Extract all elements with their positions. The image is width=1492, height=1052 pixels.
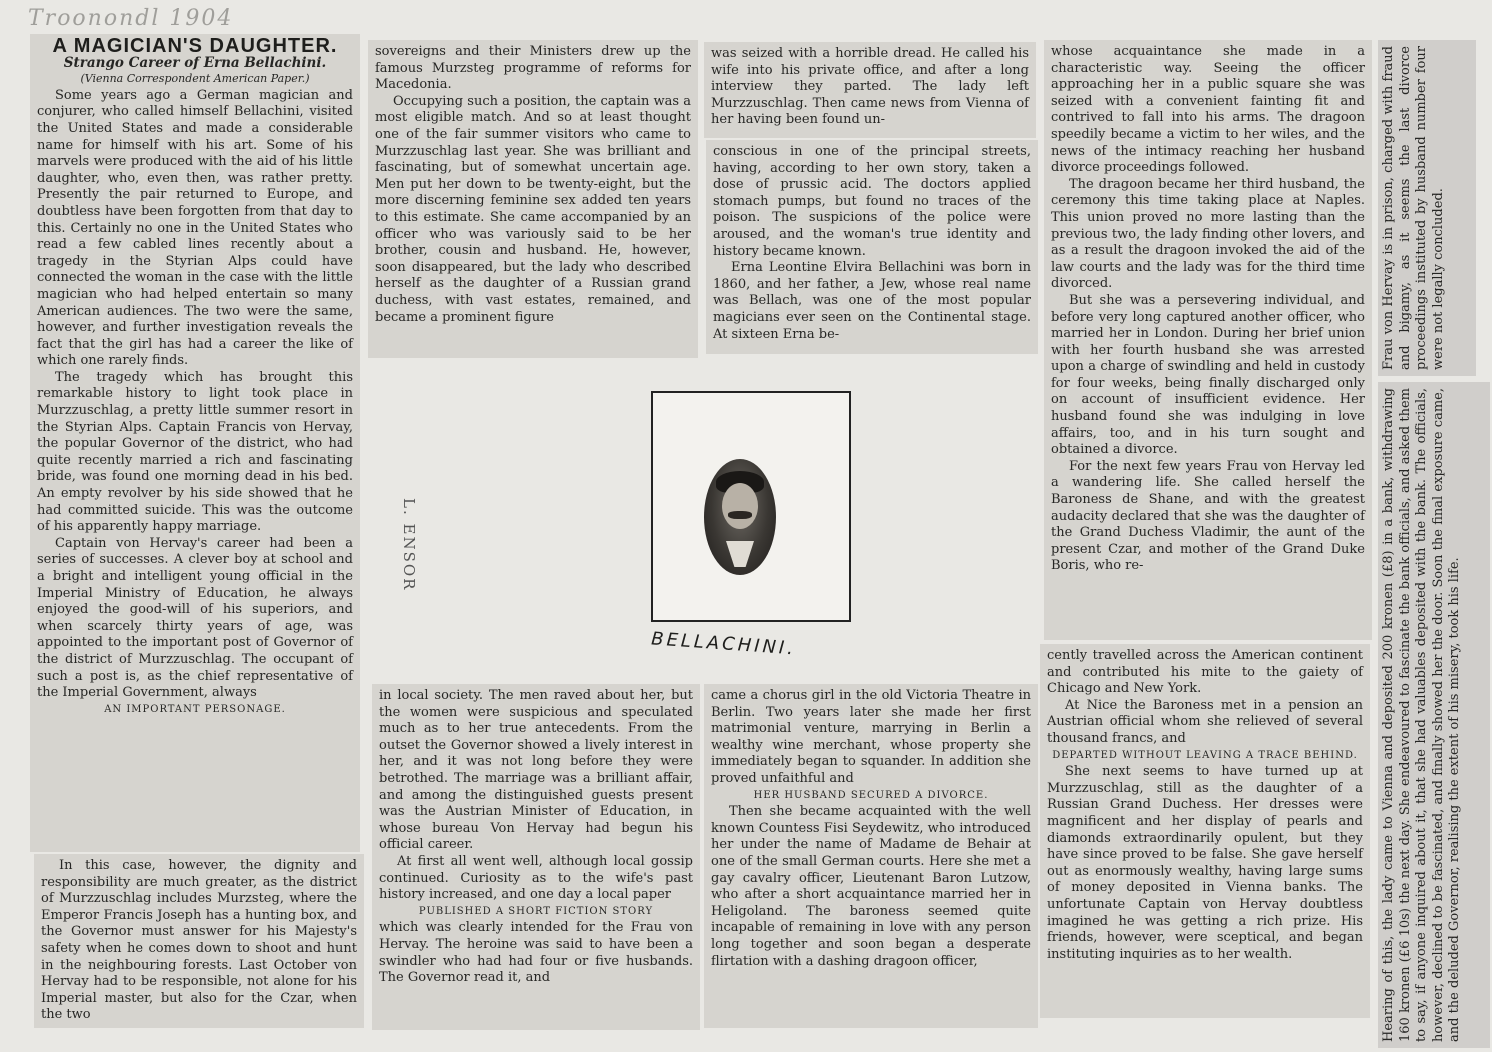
photographer-stamp: L. ENSOR bbox=[400, 498, 418, 592]
paragraph: The dragoon became her third husband, the ceremony this time taking place at Naples. This union proved no more lasting than the previous two, the lady finding other lovers, and as a result the dragoon invoked the aid of the law courts and the lady was for the third time divorced. bbox=[1051, 176, 1365, 292]
paragraph: At first all went well, although local gossip continued. Curiosity as to the wife's past history increased, and one day a local paper bbox=[379, 853, 693, 903]
section-heading: DEPARTED WITHOUT LEAVING A TRACE BEHIND. bbox=[1052, 749, 1358, 761]
side-column-bottom-clipping bbox=[1378, 382, 1490, 1048]
column-1-lower-clipping bbox=[34, 854, 364, 1028]
rotated-paragraph: Frau von Hervay is in prison, charged with fraud and bigamy, as it seems the last divorce proceedings instituted by husband number four were not legally concluded. bbox=[1381, 46, 1446, 370]
column-1-clipping bbox=[30, 34, 360, 852]
paragraph: sovereigns and their Ministers drew up the famous Murzsteg programme of reforms for Macedonia. bbox=[375, 44, 691, 93]
portrait-photo bbox=[704, 459, 776, 575]
paragraph: whose acquaintance she made in a characteristic way. Seeing the officer approaching her in a public square she was seized with a convenient fainting fit and contrived to fall into his arms. The dragoon speedily became a victim to her wiles, and the news of the intimacy reaching her husband divorce proceedings followed. bbox=[1051, 44, 1365, 176]
column-2-lower-clipping bbox=[372, 684, 700, 1030]
column-3-clipping bbox=[704, 42, 1036, 138]
article-byline: (Vienna Correspondent American Paper.) bbox=[80, 72, 310, 86]
rotated-paragraph: Hearing of this, the lady came to Vienna and deposited 200 kronen (£8) in a bank, withdrawing 160 kronen (£6 10s) the next day. She endeavoured to fascinate the bank officials, and asked them to say, if anyone inquired about it, that she had valuables deposited with the bank. The officials, however, declined to be fascinated, and finally showed her the door. Soon the final exposure came, and the deluded Governor, realising the extent of his misery, took his life. bbox=[1381, 388, 1462, 1042]
column-2-clipping bbox=[368, 40, 698, 358]
paragraph: came a chorus girl in the old Victoria Theatre in Berlin. Two years later she made her first matrimonial venture, marrying in Berlin a wealthy wine merchant, whose property she immediately began to squander. In addition she proved unfaithful and bbox=[711, 688, 1031, 786]
portrait-caption: BELLACHINI. bbox=[650, 628, 797, 660]
pencil-annotation: Troonondl 1904 bbox=[28, 6, 234, 31]
column-3-middle-clipping bbox=[706, 140, 1038, 354]
section-heading: AN IMPORTANT PERSONAGE. bbox=[104, 703, 286, 715]
column-3-lower-clipping bbox=[704, 684, 1038, 1028]
paragraph: Erna Leontine Elvira Bellachini was born in 1860, and her father, a Jew, whose real name was Bellach, was one of the most popular magicians ever seen on the Continental stage. At sixteen Erna be- bbox=[713, 260, 1031, 342]
paragraph: conscious in one of the principal streets, having, according to her own story, taken a dose of prussic acid. The doctors applied stomach pumps, but found no traces of the poison. The suspicions of the police were aroused, and the woman's true identity and history became known. bbox=[713, 144, 1031, 259]
paragraph: in local society. The men raved about her, but the women were suspicious and speculated much as to her true antecedents. From the outset the Governor showed a lively interest in her, and it was not long before they were betrothed. The marriage was a brilliant affair, and among the distinguished guests present was the Austrian Minister of Education, in whose bureau Von Hervay had begun his official career. bbox=[379, 688, 693, 853]
paragraph: At Nice the Baroness met in a pension an Austrian official whom she relieved of several thousand francs, and bbox=[1047, 697, 1363, 746]
paragraph: The tragedy which has brought this remarkable history to light took place in Murzzuschlag, a pretty little summer resort in the Styrian Alps. Captain Francis von Hervay, the popular Governor of the district, who had quite recently married a rich and fascinating bride, was found one morning dead in his bed. An empty revolver by his side showed that he had committed suicide. This was the outcome of his apparently happy marriage. bbox=[37, 369, 353, 535]
paragraph: In this case, however, the dignity and responsibility are much greater, as the district of Murzzuschlag includes Murzsteg, where the Emperor Francis Joseph has a hunting box, and the Governor must answer for his Majesty's safety when he comes down to shoot and hunt in the neighbouring forests. Last October von Hervay had to be responsible, not alone for his Imperial master, but also for the Czar, when the two bbox=[41, 858, 357, 1023]
paragraph: Occupying such a position, the captain was a most eligible match. And so at least thought one of the fair summer visitors who came to Murzzuschlag last year. She was brilliant and fascinating, but of somewhat uncertain age. Men put her down to be twenty-eight, but the more discerning feminine sex added ten years to this estimate. She came accompanied by an officer who was variously said to be her brother, cousin and husband. He, however, soon disappeared, but the lady who described herself as the daughter of a Russian grand duchess, with vast estates, remained, and became a prominent figure bbox=[375, 93, 691, 325]
section-heading: PUBLISHED A SHORT FICTION STORY bbox=[418, 905, 654, 917]
side-column-top-clipping bbox=[1378, 40, 1476, 376]
paragraph: But she was a persevering individual, and before very long captured another officer, who married her in London. During her brief union with her fourth husband she was arrested upon a charge of swindling and held in custody for four weeks, being finally discharged only on account of insufficient evidence. Her husband found she was indulging in love affairs, too, and in his turn sought and obtained a divorce. bbox=[1051, 292, 1365, 458]
article-subtitle: Strango Career of Erna Bellachini. bbox=[63, 54, 327, 71]
portrait-frame bbox=[651, 391, 851, 622]
paragraph: Then she became acquainted with the well known Countess Fisi Seydewitz, who introduced her under the name of Madame de Behair at one of the small German courts. Here she met a gay cavalry officer, Lieutenant Baron Lutzow, who after a short acquaintance married her in Heligoland. The baroness seemed quite incapable of remaining in love with any person long together and soon began a desperate flirtation with a dashing dragoon officer, bbox=[711, 804, 1031, 969]
paragraph: which was clearly intended for the Frau von Hervay. The heroine was said to have been a swindler who had had four or five husbands. The Governor read it, and bbox=[379, 920, 693, 986]
paragraph: Captain von Hervay's career had been a series of successes. A clever boy at school and a bright and intelligent young official in the Imperial Ministry of Education, he always enjoyed the good-will of his superiors, and when scarcely thirty years of age, was appointed to the important post of Governor of the district of Murzzuschlag. The occupant of such a post is, as the chief representative of the Imperial Government, always bbox=[37, 535, 353, 701]
article-title: A MAGICIAN'S DAUGHTER. bbox=[52, 35, 338, 57]
paragraph: For the next few years Frau von Hervay led a wandering life. She called herself the Baroness de Shane, and with the greatest audacity declared that she was the daughter of the Grand Duchess Vladimir, the aunt of the present Czar, and mother of the Grand Duke Boris, who re- bbox=[1051, 458, 1365, 574]
paragraph: cently travelled across the American continent and contributed his mite to the gaiety of Chicago and New York. bbox=[1047, 648, 1363, 697]
section-heading: HER HUSBAND SECURED A DIVORCE. bbox=[753, 789, 989, 801]
paragraph: was seized with a horrible dread. He called his wife into his private office, and after a long interview they parted. The lady left Murzzuschlag. Then came news from Vienna of her having been found un- bbox=[711, 46, 1029, 128]
paragraph: Some years ago a German magician and conjurer, who called himself Bellachini, visited the United States and made a considerable name for himself with his art. Some of his marvels were produced with the aid of his little daughter, who, even then, was rather pretty. Presently the pair returned to Europe, and doubtless have been forgotten from that day to this. Certainly no one in the United States who read a few cabled lines recently about a tragedy in the Styrian Alps could have connected the woman in the case with the little magician who had helped entertain so many American audiences. The two were the same, however, and further investigation reveals the fact that the girl has had a career the like of which one rarely finds. bbox=[37, 87, 353, 369]
column-4-lower-clipping bbox=[1040, 644, 1370, 1018]
paragraph: She next seems to have turned up at Murzzuschlag, still as the daughter of a Russian Grand Duchess. Her dresses were magnificent and her display of pearls and diamonds extraordinarily opulent, but they have since proved to be false. She gave herself out as enormously wealthy, having large sums of money deposited in Vienna banks. The unfortunate Captain von Hervay doubtless imagined he was getting a rich prize. His friends, however, were sceptical, and began instituting inquiries as to her wealth. bbox=[1047, 764, 1363, 962]
column-4-clipping bbox=[1044, 40, 1372, 640]
